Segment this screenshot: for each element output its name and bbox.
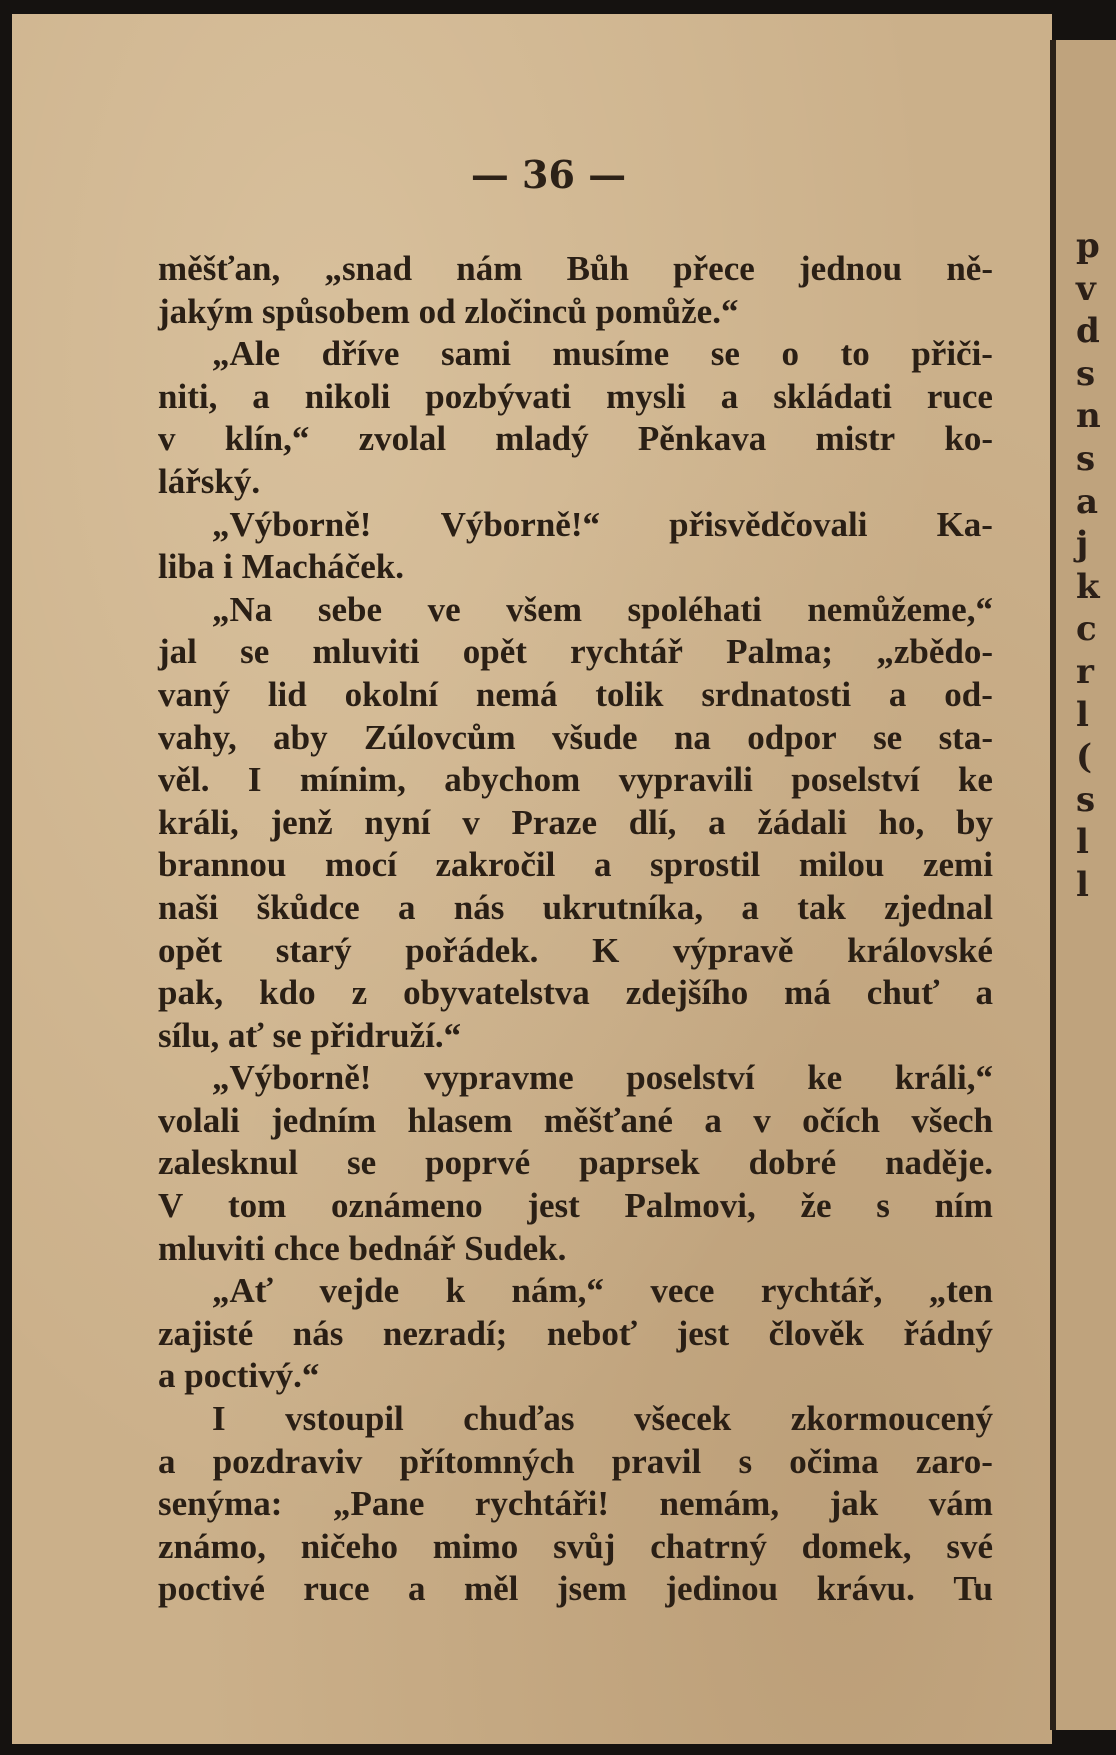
word: vypravili bbox=[618, 760, 753, 800]
adjacent-page-letter: a bbox=[1076, 481, 1099, 522]
word: I bbox=[247, 760, 262, 800]
word: a bbox=[888, 674, 907, 714]
text-line bbox=[158, 844, 993, 887]
text-line bbox=[158, 1568, 993, 1611]
word: Palmovi, bbox=[624, 1186, 756, 1226]
text-line bbox=[158, 1270, 993, 1313]
word: přítomných bbox=[399, 1441, 575, 1481]
word: zakročil bbox=[435, 845, 556, 885]
adjacent-page-letter: j bbox=[1076, 524, 1089, 565]
word: mladý bbox=[495, 419, 589, 459]
word: jal bbox=[158, 632, 197, 672]
word: oznámeno bbox=[331, 1186, 483, 1226]
word: k bbox=[445, 1271, 466, 1311]
word: okolní bbox=[344, 674, 438, 714]
word: má bbox=[784, 973, 831, 1013]
word: nikoli bbox=[304, 376, 391, 416]
text-line bbox=[158, 1483, 993, 1526]
word: domek, bbox=[801, 1526, 912, 1566]
word: nemá bbox=[475, 674, 558, 714]
word: králi, bbox=[158, 802, 239, 842]
word: skládati bbox=[773, 376, 892, 416]
word: chatrný bbox=[650, 1526, 767, 1566]
word: všech bbox=[911, 1100, 993, 1140]
text-line bbox=[158, 418, 993, 461]
word: královské bbox=[847, 930, 993, 970]
word: že bbox=[800, 1186, 832, 1226]
word: sta- bbox=[938, 717, 993, 757]
word: milou bbox=[798, 845, 885, 885]
word: pak, bbox=[158, 973, 224, 1013]
word: řádný bbox=[903, 1313, 993, 1353]
text-line bbox=[158, 1398, 993, 1441]
word: chuť bbox=[866, 973, 940, 1013]
word: brannou bbox=[158, 845, 287, 885]
word: nezradí; bbox=[382, 1313, 508, 1353]
word: a bbox=[741, 887, 759, 927]
word: musíme bbox=[552, 334, 670, 374]
word: jest bbox=[527, 1186, 580, 1226]
word: to bbox=[840, 334, 870, 374]
text-line bbox=[158, 802, 993, 845]
text-line: mluviti chce bednář Sudek. bbox=[158, 1228, 567, 1268]
word: mínim, bbox=[299, 760, 406, 800]
word: pořádek. bbox=[405, 930, 539, 970]
word: senýma: bbox=[158, 1484, 283, 1524]
text-line bbox=[158, 248, 993, 291]
word: pravil bbox=[611, 1441, 702, 1481]
word: tolik bbox=[595, 674, 664, 714]
word: naši bbox=[158, 887, 219, 927]
word: klín,“ bbox=[224, 419, 310, 459]
word: vypravme bbox=[424, 1058, 574, 1098]
word: ně- bbox=[946, 249, 993, 288]
word: z bbox=[351, 973, 368, 1013]
word: Tu bbox=[953, 1569, 993, 1609]
word: v bbox=[158, 419, 176, 459]
word: nám bbox=[456, 249, 523, 288]
page-number: — 36 — bbox=[470, 152, 627, 197]
word: měšťané bbox=[543, 1100, 673, 1140]
word: „snad bbox=[324, 249, 413, 288]
word: v bbox=[462, 802, 480, 842]
word: nyní bbox=[364, 802, 431, 842]
word: všecek bbox=[634, 1399, 732, 1439]
word: neboť bbox=[546, 1313, 638, 1353]
word: a bbox=[158, 1441, 176, 1481]
word: ruce bbox=[926, 376, 993, 416]
word: vejde bbox=[319, 1271, 400, 1311]
word: zaro- bbox=[915, 1441, 993, 1481]
word: sprostil bbox=[650, 845, 761, 885]
word: a bbox=[252, 376, 270, 416]
word: sebe bbox=[317, 589, 382, 629]
word: ho, bbox=[878, 802, 925, 842]
word: vstoupil bbox=[285, 1399, 404, 1439]
word: ke bbox=[807, 1058, 843, 1098]
word: ko- bbox=[944, 419, 993, 459]
word: škůdce bbox=[256, 887, 360, 927]
text-line bbox=[158, 1526, 993, 1569]
word: K bbox=[592, 930, 620, 970]
word: nemám, bbox=[659, 1484, 780, 1524]
text-line: sílu, ať se přidruží.“ bbox=[158, 1015, 462, 1055]
word: žádali bbox=[757, 802, 847, 842]
adjacent-page-edge bbox=[1050, 40, 1116, 1730]
word: v bbox=[753, 1100, 771, 1140]
adjacent-page-letter: k bbox=[1076, 566, 1100, 607]
adjacent-page-letter: s bbox=[1076, 779, 1096, 820]
word: pozbývati bbox=[425, 376, 572, 416]
word: ruce bbox=[303, 1569, 370, 1609]
word: Výborně!“ bbox=[440, 504, 600, 544]
word: hlasem bbox=[407, 1100, 513, 1140]
word: ukrutníka, bbox=[542, 887, 704, 927]
word: poselství bbox=[626, 1058, 755, 1098]
adjacent-page-letter: s bbox=[1076, 439, 1096, 479]
word: dlí, bbox=[628, 802, 677, 842]
word: dříve bbox=[321, 334, 400, 374]
word: zalesknul bbox=[158, 1143, 299, 1183]
text-line: jakým spůsobem od zločinců pomůže.“ bbox=[158, 291, 739, 331]
word: zkormoucený bbox=[790, 1399, 993, 1439]
word: abychom bbox=[444, 760, 581, 800]
text-line bbox=[158, 674, 993, 717]
word: všem bbox=[506, 589, 582, 629]
text-line bbox=[158, 1142, 993, 1185]
word: zdejšího bbox=[625, 973, 749, 1013]
word: mysli bbox=[606, 376, 686, 416]
text-line bbox=[158, 333, 993, 376]
adjacent-page-letter: v bbox=[1076, 268, 1096, 309]
word: „zbědo- bbox=[876, 632, 993, 672]
word: jsem bbox=[556, 1569, 627, 1609]
word: mocí bbox=[324, 845, 397, 885]
word: rychtáři! bbox=[474, 1484, 609, 1524]
word: na bbox=[673, 717, 711, 757]
word: jest bbox=[676, 1313, 730, 1353]
word: očích bbox=[802, 1100, 880, 1140]
word: králi,“ bbox=[894, 1058, 993, 1098]
word: „Výborně! bbox=[212, 504, 372, 544]
text-line bbox=[158, 1313, 993, 1356]
word: ním bbox=[934, 1186, 993, 1226]
word: věl. bbox=[158, 760, 210, 800]
word: „Na bbox=[212, 589, 273, 629]
text-line bbox=[158, 759, 993, 802]
text-line: a poctivý.“ bbox=[158, 1356, 320, 1396]
word: ke bbox=[957, 760, 993, 800]
word: o bbox=[781, 334, 800, 374]
text-line: lářský. bbox=[158, 461, 261, 501]
word: srdnatosti bbox=[701, 674, 852, 714]
word: výpravě bbox=[672, 930, 794, 970]
word: své bbox=[946, 1526, 993, 1566]
word: známo, bbox=[158, 1526, 266, 1566]
word: přisvědčovali bbox=[669, 504, 868, 544]
word: poctivé bbox=[158, 1569, 265, 1609]
word: I bbox=[212, 1399, 226, 1439]
word: od- bbox=[944, 674, 993, 714]
word: a bbox=[407, 1569, 426, 1609]
text-line: liba i Macháček. bbox=[158, 547, 404, 587]
text-line bbox=[158, 930, 993, 973]
word: Zúlovcům bbox=[363, 717, 516, 757]
word: jak bbox=[829, 1484, 879, 1524]
word: „ten bbox=[928, 1271, 993, 1311]
word: mistr bbox=[815, 419, 896, 459]
word: všude bbox=[552, 717, 638, 757]
word: vaný bbox=[158, 674, 230, 714]
adjacent-page-letter: n bbox=[1076, 396, 1101, 437]
word: by bbox=[956, 802, 993, 842]
word: opět bbox=[462, 632, 527, 672]
adjacent-page-letter: l bbox=[1076, 822, 1089, 863]
adjacent-page-letter: d bbox=[1076, 311, 1100, 352]
word: jedinou bbox=[665, 1569, 779, 1609]
word: dobré bbox=[748, 1143, 837, 1183]
word: poprvé bbox=[425, 1143, 531, 1183]
word: paprsek bbox=[579, 1143, 700, 1183]
word: odpor bbox=[747, 717, 837, 757]
word: vahy, bbox=[158, 717, 237, 757]
adjacent-page-letter: l bbox=[1076, 865, 1089, 905]
word: a bbox=[975, 973, 993, 1013]
text-line bbox=[158, 631, 993, 674]
word: V bbox=[158, 1186, 184, 1226]
word: volali bbox=[158, 1100, 240, 1140]
word: aby bbox=[273, 717, 328, 757]
word: se bbox=[873, 717, 903, 757]
word: s bbox=[876, 1186, 890, 1226]
word: přiči- bbox=[911, 334, 993, 374]
page-body-text bbox=[158, 248, 993, 1611]
word: jednou bbox=[799, 249, 903, 288]
text-line bbox=[158, 972, 993, 1015]
word: ničeho bbox=[300, 1526, 398, 1566]
word: se bbox=[240, 632, 270, 672]
word: nás bbox=[453, 887, 505, 927]
word: krávu. bbox=[816, 1569, 915, 1609]
word: mimo bbox=[432, 1526, 519, 1566]
word: přece bbox=[673, 249, 755, 288]
word: a bbox=[397, 887, 416, 927]
adjacent-page-letter: ( bbox=[1076, 737, 1093, 778]
word: „Pane bbox=[332, 1484, 425, 1524]
word: Pěnkava bbox=[637, 419, 767, 459]
word: „Ale bbox=[212, 334, 281, 374]
word: „Ať bbox=[212, 1271, 274, 1311]
word: spoléhati bbox=[627, 589, 762, 629]
word: člověk bbox=[768, 1313, 864, 1353]
word: lid bbox=[267, 674, 307, 714]
word: ve bbox=[427, 589, 461, 629]
word: nemůžeme,“ bbox=[807, 589, 993, 629]
word: svůj bbox=[553, 1526, 616, 1566]
adjacent-page-letter: s bbox=[1076, 353, 1096, 394]
word: zajisté bbox=[158, 1313, 254, 1353]
word: měl bbox=[463, 1569, 519, 1609]
word: vám bbox=[928, 1484, 993, 1524]
word: vece bbox=[650, 1271, 715, 1311]
word: pozdraviv bbox=[212, 1441, 363, 1481]
word: Palma; bbox=[726, 632, 834, 672]
text-line bbox=[158, 376, 993, 419]
word: sami bbox=[440, 334, 511, 374]
text-line bbox=[158, 1441, 993, 1484]
word: Praze bbox=[511, 802, 597, 842]
adjacent-page-letter: l bbox=[1076, 694, 1089, 735]
word: nás bbox=[292, 1313, 344, 1353]
word: naděje. bbox=[885, 1143, 993, 1183]
word: Bůh bbox=[566, 249, 629, 288]
text-line bbox=[158, 504, 993, 547]
word: starý bbox=[275, 930, 352, 970]
word: zjednal bbox=[884, 887, 993, 927]
word: rychtář, bbox=[760, 1271, 883, 1311]
word: tak bbox=[797, 887, 846, 927]
word: jenž bbox=[270, 802, 333, 842]
text-line bbox=[158, 1100, 993, 1143]
word: a bbox=[704, 1100, 722, 1140]
word: chuďas bbox=[463, 1399, 575, 1439]
word: opět bbox=[158, 930, 223, 970]
adjacent-page-letter: c bbox=[1076, 609, 1097, 650]
word: nám,“ bbox=[511, 1271, 604, 1311]
word: zemi bbox=[922, 845, 993, 885]
word: se bbox=[710, 334, 740, 374]
word: zvolal bbox=[358, 419, 447, 459]
text-line bbox=[158, 1057, 993, 1100]
word: obyvatelstva bbox=[403, 973, 590, 1013]
text-line bbox=[158, 717, 993, 760]
word: a bbox=[720, 376, 739, 416]
adjacent-page-letter: r bbox=[1076, 652, 1094, 692]
word: poselství bbox=[791, 760, 920, 800]
word: očima bbox=[789, 1441, 879, 1481]
word: kdo bbox=[259, 973, 316, 1013]
word: jedním bbox=[271, 1100, 377, 1140]
adjacent-page-letter: p bbox=[1076, 226, 1100, 266]
text-line bbox=[158, 1185, 993, 1228]
text-line bbox=[158, 589, 993, 632]
word: rychtář bbox=[570, 632, 683, 672]
word: „Výborně! bbox=[212, 1058, 372, 1098]
word: Ka- bbox=[936, 504, 993, 544]
word: se bbox=[347, 1143, 377, 1183]
word: a bbox=[708, 802, 726, 842]
word: a bbox=[593, 845, 612, 885]
word: měšťan, bbox=[158, 249, 281, 288]
word: mluviti bbox=[312, 632, 420, 672]
word: niti, bbox=[158, 376, 218, 416]
word: s bbox=[738, 1441, 753, 1481]
text-line bbox=[158, 887, 993, 930]
word: tom bbox=[227, 1186, 287, 1226]
